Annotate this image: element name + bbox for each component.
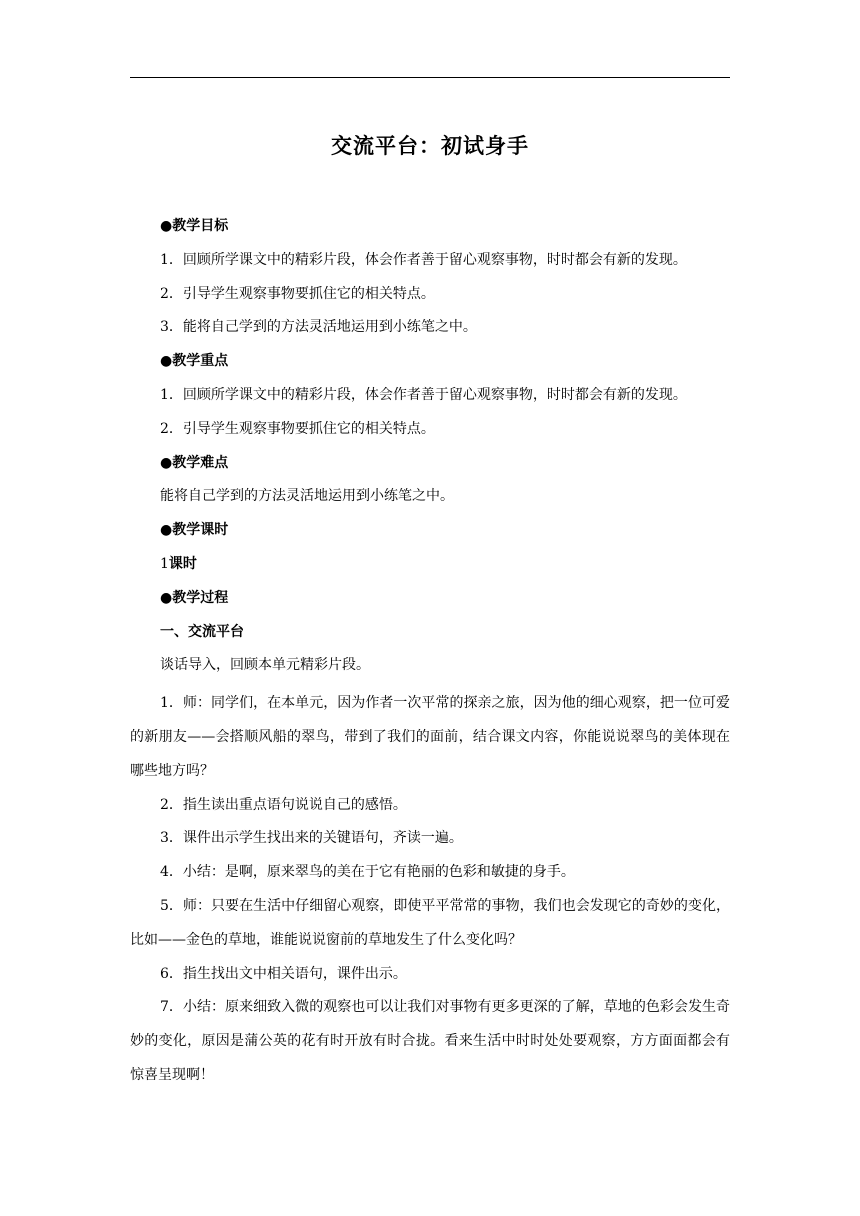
key-point-item: 2．引导学生观察事物要抓住它的相关特点。 bbox=[160, 420, 435, 437]
process-step: 3．课件出示学生找出来的关键语句，齐读一遍。 bbox=[160, 830, 463, 847]
section-heading-hours: ●教学课时 bbox=[160, 522, 229, 539]
process-step: 4．小结：是啊，原来翠鸟的美在于它有艳丽的色彩和敏捷的身手。 bbox=[160, 864, 575, 881]
process-step: 5．师：只要在生活中仔细留心观察，即使平平常常的事物，我们也会发现它的奇妙的变化，比如——金色的草地，谁能说说窗前的草地发生了什么变化吗？ bbox=[130, 897, 730, 948]
section-heading-goals: ●教学目标 bbox=[160, 218, 229, 234]
difficulty-text: 能将自己学到的方法灵活地运用到小练笔之中。 bbox=[160, 488, 454, 505]
process-step: 1．师：同学们，在本单元，因为作者一次平常的探亲之旅，因为他的细心观察，把一位可爱的新朋友——会搭顺风船的翠鸟，带到了我们的面前，结合课文内容，你能说说翠鸟的美体现在哪些地方吗？ bbox=[130, 695, 730, 779]
hours-unit: 课时 bbox=[168, 555, 197, 572]
process-step: 6．指生找出文中相关语句，课件出示。 bbox=[160, 965, 407, 982]
goal-item: 1．回顾所学课文中的精彩片段，体会作者善于留心观察事物，时时都会有新的发现。 bbox=[160, 251, 687, 268]
section-heading-difficulty: ●教学难点 bbox=[160, 454, 229, 471]
document-body bbox=[130, 214, 730, 1093]
section-heading-process: ●教学过程 bbox=[160, 589, 229, 606]
goal-item: 2．引导学生观察事物要抓住它的相关特点。 bbox=[160, 285, 435, 302]
process-step: 2．指生读出重点语句说说自己的感悟。 bbox=[160, 796, 407, 813]
header-rule bbox=[130, 77, 730, 78]
key-point-item: 1．回顾所学课文中的精彩片段，体会作者善于留心观察事物，时时都会有新的发现。 bbox=[160, 386, 687, 403]
part-one-heading: 一、交流平台 bbox=[160, 623, 244, 640]
intro-text: 谈话导入，回顾本单元精彩片段。 bbox=[160, 657, 370, 674]
goal-item: 3．能将自己学到的方法灵活地运用到小练笔之中。 bbox=[160, 319, 477, 336]
page-title: 交流平台：初试身手 bbox=[331, 134, 529, 158]
section-heading-key-points: ●教学重点 bbox=[160, 353, 229, 370]
process-step: 7．小结：原来细致入微的观察也可以让我们对事物有更多更深的了解，草地的色彩会发生奇妙的变化，原因是蒲公英的花有时开放有时合拢。看来生活中时时处处要观察，方方面面都会有惊喜呈现啊！ bbox=[130, 999, 730, 1083]
hours-number: 1 bbox=[160, 555, 169, 572]
hours-text bbox=[130, 552, 730, 586]
